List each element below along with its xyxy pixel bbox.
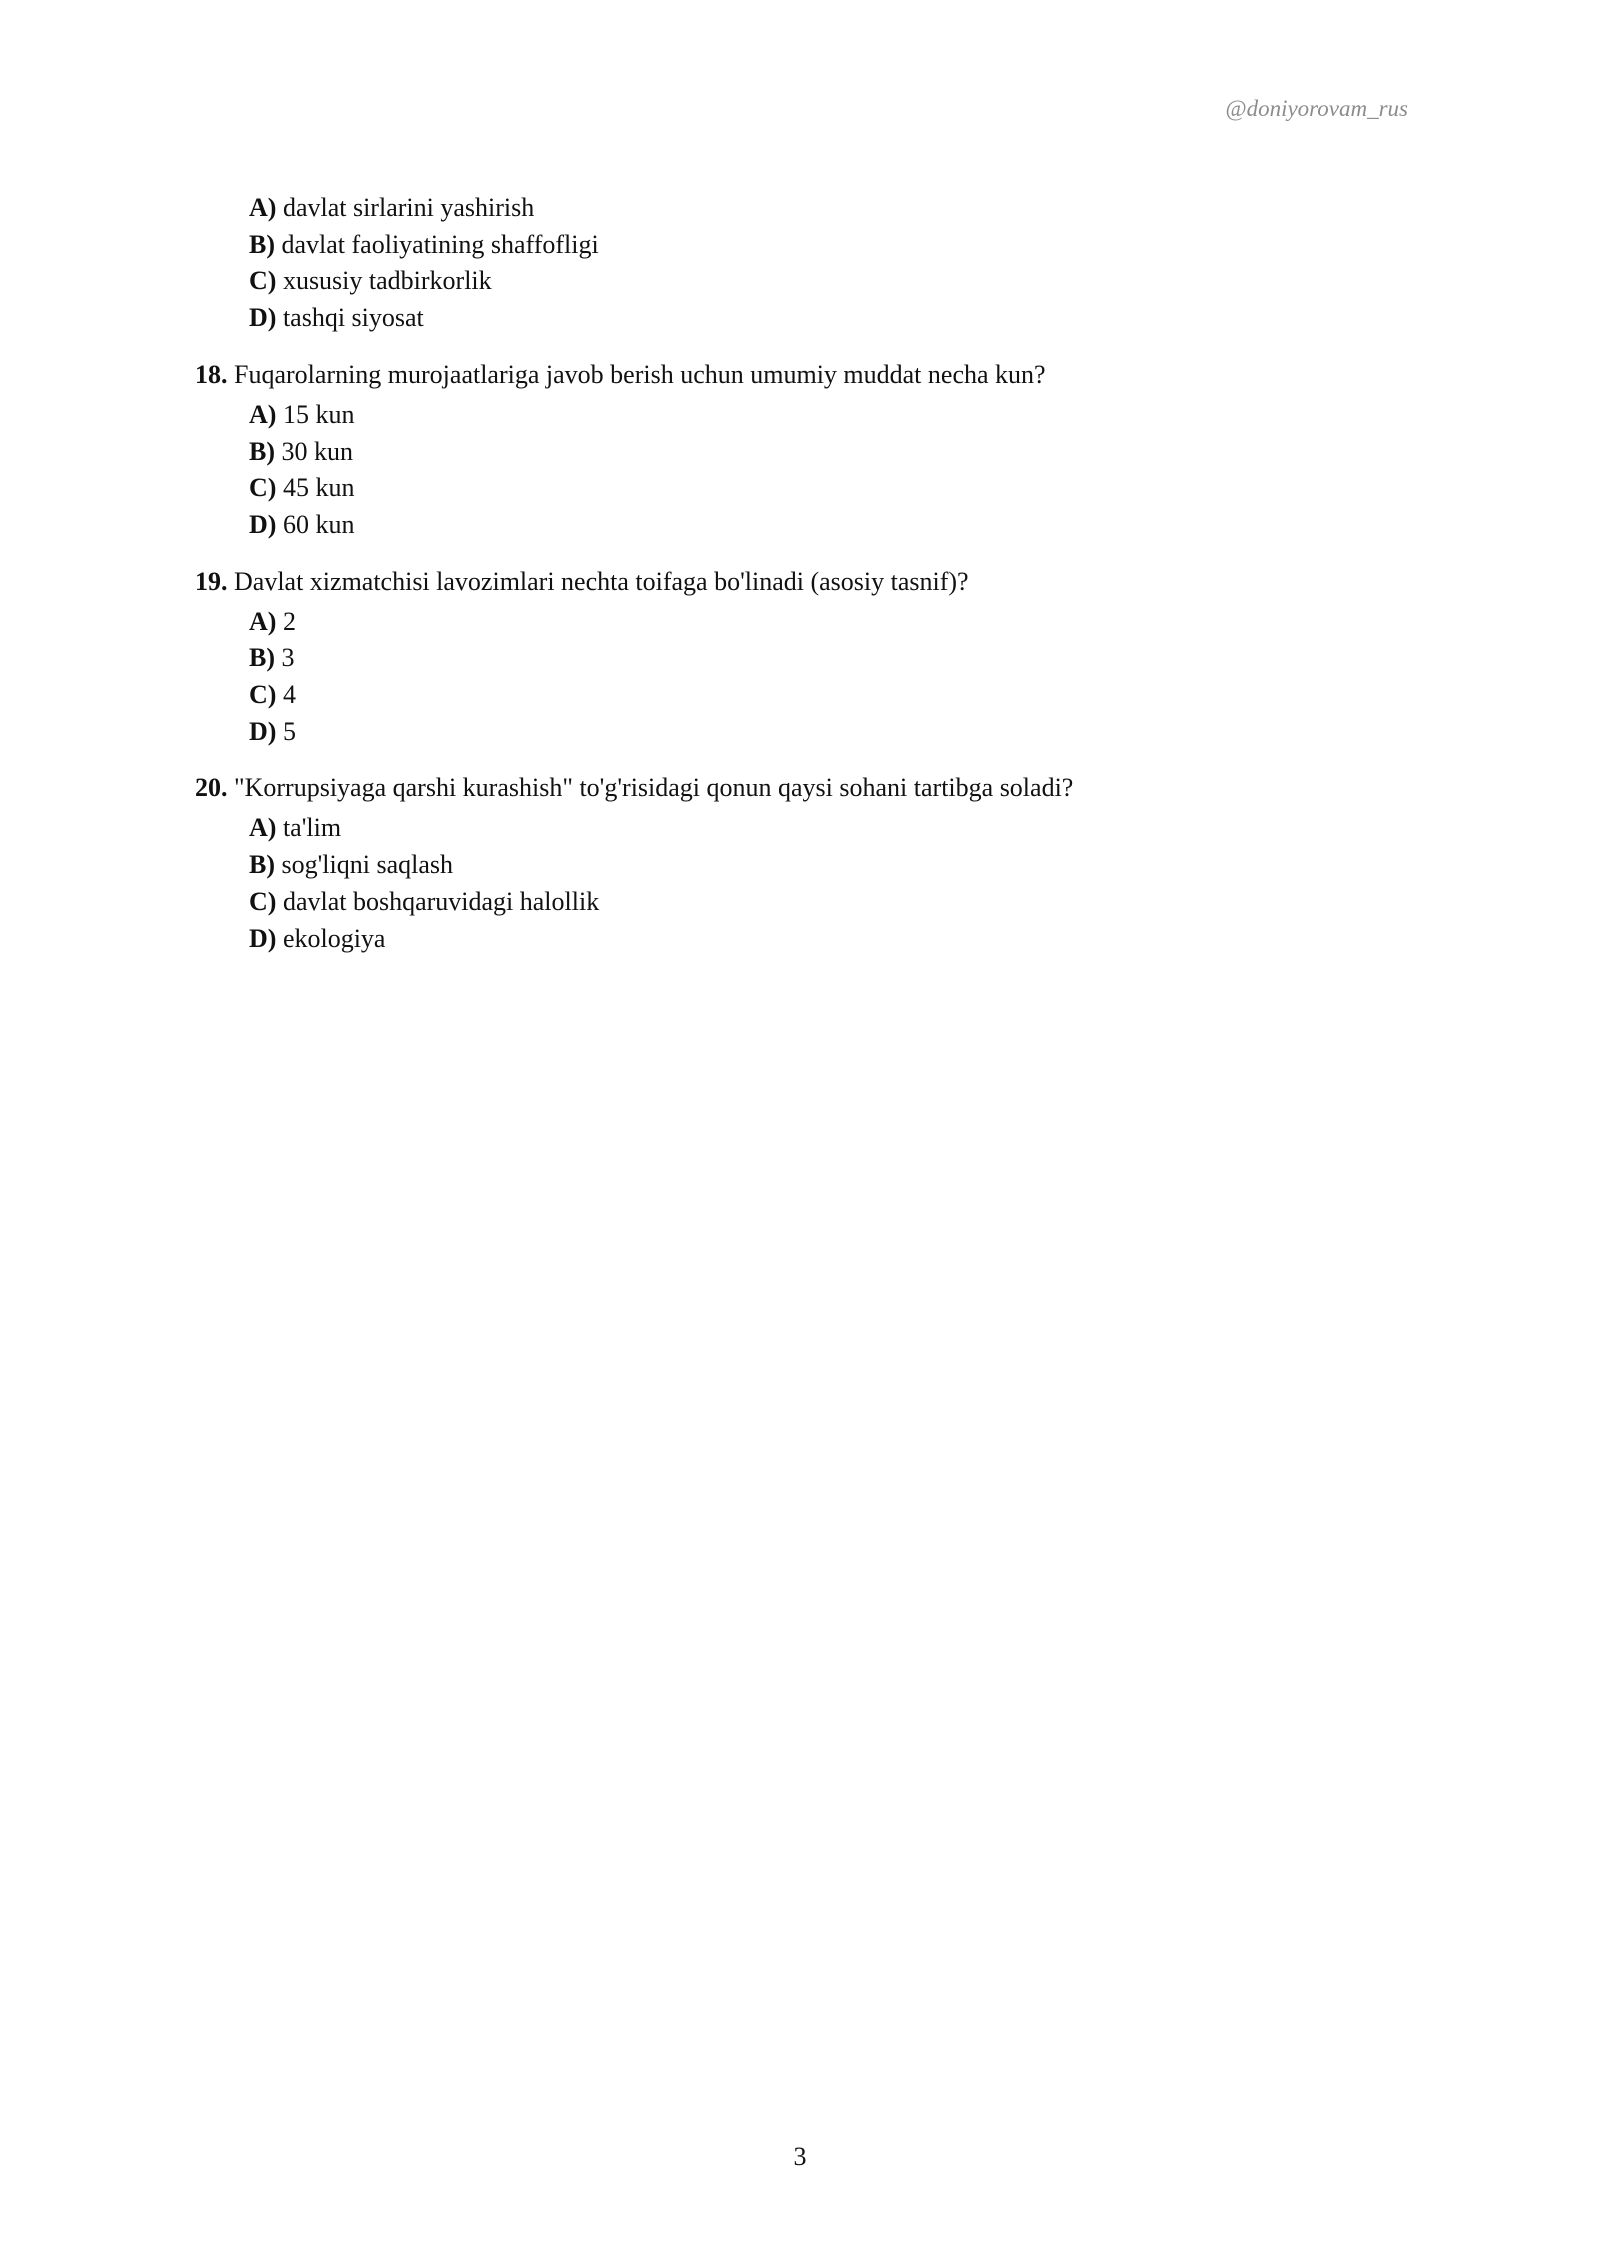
option-b — [249, 227, 1405, 264]
option-text: xususiy tadbirkorlik — [282, 266, 492, 296]
option-list — [249, 397, 1405, 544]
option-text: tashqi siyosat — [282, 303, 424, 333]
question-number: 18. — [195, 359, 228, 389]
question-18 — [195, 357, 1405, 544]
option-letter: C) — [249, 266, 277, 296]
option-b — [249, 434, 1405, 471]
option-letter: C) — [249, 473, 277, 503]
option-text: 3 — [281, 643, 295, 673]
option-c — [249, 884, 1405, 921]
question-text — [195, 357, 1405, 393]
option-text: 60 kun — [282, 509, 355, 539]
option-letter: B) — [249, 436, 275, 466]
option-letter: C) — [249, 680, 277, 710]
option-letter: B) — [249, 229, 275, 259]
option-c — [249, 263, 1405, 300]
option-letter: A) — [249, 813, 277, 843]
option-text: davlat sirlarini yashirish — [282, 193, 535, 222]
option-b — [249, 847, 1405, 884]
option-list — [249, 604, 1405, 751]
option-letter: D) — [249, 716, 277, 746]
option-letter: C) — [249, 886, 277, 916]
option-text: 15 kun — [282, 399, 355, 429]
option-d — [249, 921, 1405, 958]
option-text: 4 — [282, 680, 296, 710]
option-text: ta'lim — [282, 813, 342, 843]
question-20 — [195, 770, 1405, 957]
option-letter: B) — [249, 850, 275, 880]
question-text — [195, 770, 1405, 806]
option-d — [249, 714, 1405, 751]
option-c — [249, 677, 1405, 714]
page-number: 3 — [793, 2142, 807, 2171]
question-number: 20. — [195, 773, 228, 803]
option-letter: A) — [249, 193, 277, 222]
option-letter: A) — [249, 606, 277, 636]
continued-options — [249, 190, 1405, 337]
option-letter: D) — [249, 923, 277, 953]
question-body: Fuqarolarning murojaatlariga javob berish uchun umumiy muddat necha kun? — [234, 359, 1046, 389]
option-text: davlat faoliyatining shaffofligi — [281, 229, 599, 259]
option-b — [249, 640, 1405, 677]
watermark-handle: @doniyorovam_rus — [1225, 96, 1408, 121]
option-text: davlat boshqaruvidagi halollik — [282, 886, 600, 916]
option-a — [249, 397, 1405, 434]
option-text: 45 kun — [282, 473, 355, 503]
question-number: 19. — [195, 566, 228, 596]
option-letter: D) — [249, 303, 277, 333]
option-letter: B) — [249, 643, 275, 673]
option-c — [249, 470, 1405, 507]
option-text: 2 — [282, 606, 296, 636]
option-d — [249, 300, 1405, 337]
question-body: Davlat xizmatchisi lavozimlari nechta toifaga bo'linadi (asosiy tasnif)? — [234, 566, 969, 596]
option-text: ekologiya — [282, 923, 386, 953]
option-d — [249, 507, 1405, 544]
option-text: sog'liqni saqlash — [281, 850, 454, 880]
option-letter: D) — [249, 509, 277, 539]
quiz-content — [195, 190, 1405, 957]
question-19 — [195, 564, 1405, 751]
question-body: "Korrupsiyaga qarshi kurashish" to'g'risidagi qonun qaysi sohani tartibga soladi? — [234, 773, 1074, 803]
question-text — [195, 564, 1405, 600]
option-letter: A) — [249, 399, 277, 429]
option-a — [249, 810, 1405, 847]
option-a — [249, 604, 1405, 641]
option-a — [249, 190, 1405, 227]
option-list — [249, 810, 1405, 957]
option-text: 30 kun — [281, 436, 353, 466]
option-text: 5 — [282, 716, 296, 746]
